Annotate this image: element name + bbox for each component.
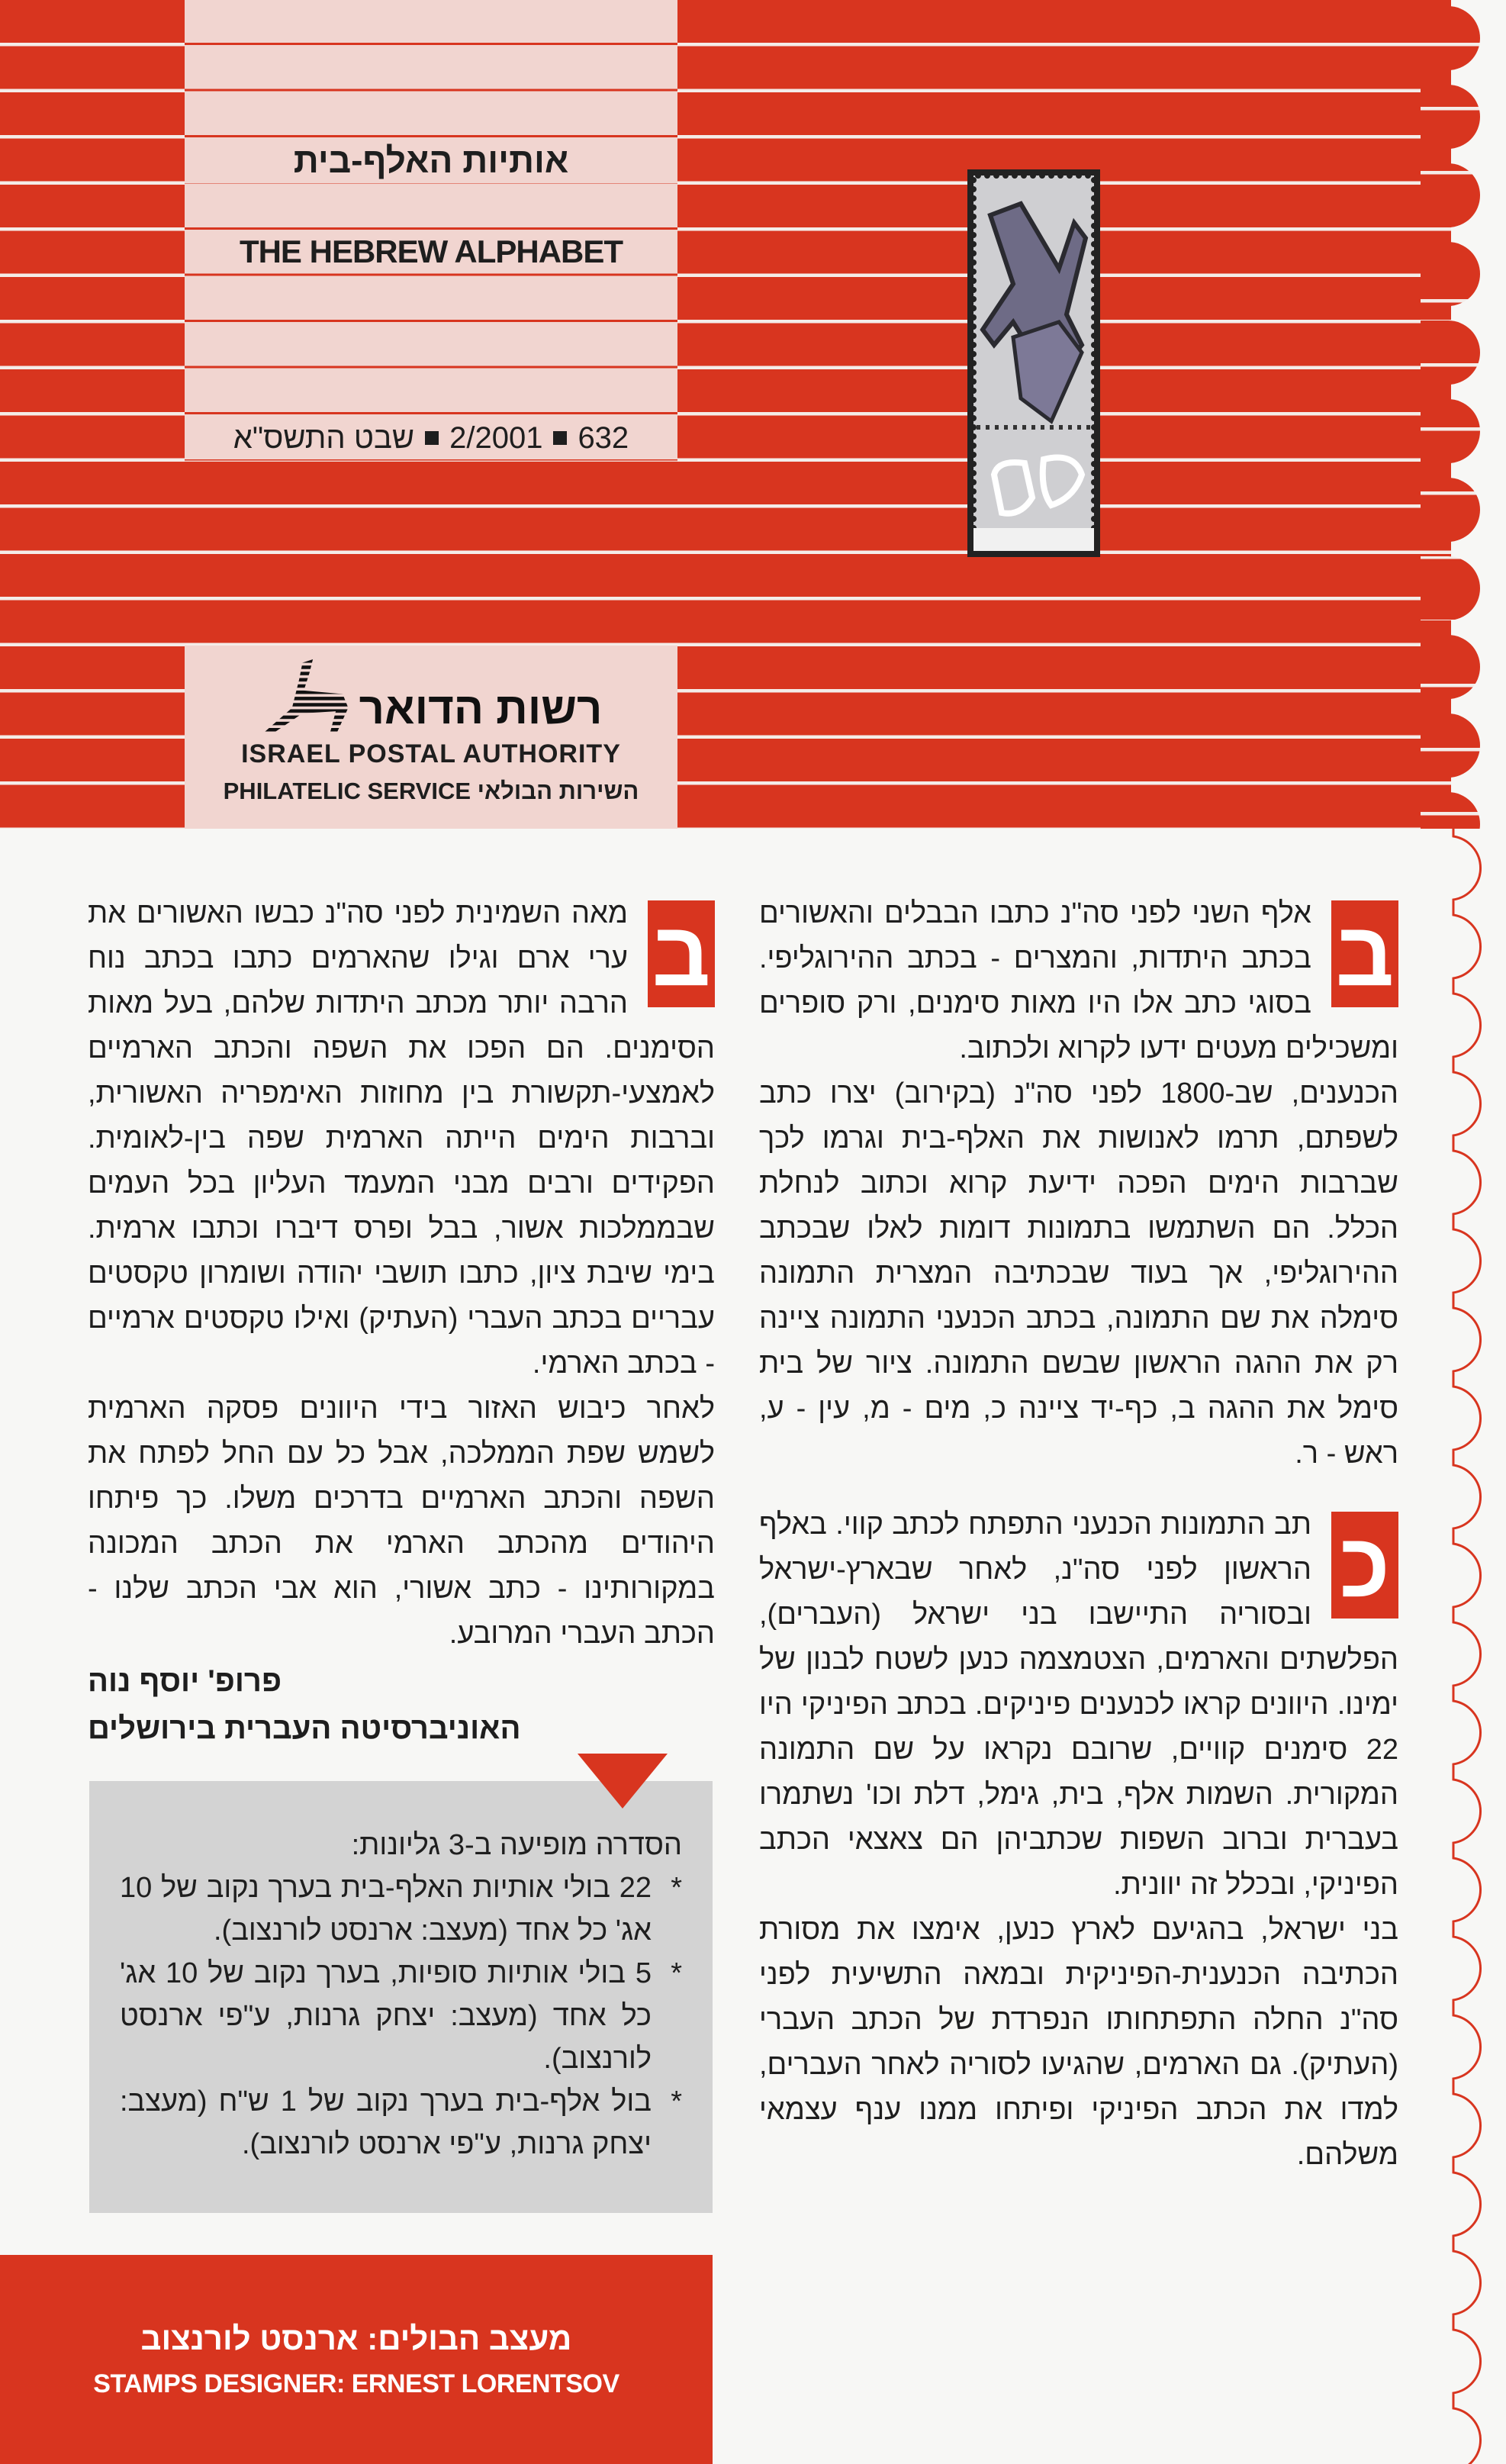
designer-english: STAMPS DESIGNER: ERNEST LORENTSOV: [93, 2369, 619, 2398]
info-item-text: 5 בולי אותיות סופיות, בערך נקוב של 10 אג' כל אחד (מעצב: יצחק גרנות, ע"פי ארנסט לורנצוב).: [120, 1957, 652, 2075]
series-info-box: [89, 1781, 713, 2213]
title-hebrew: אותיות האלף-בית: [185, 137, 677, 183]
info-item-text: בול אלף-בית בערך נקוב של 1 ש"ח (מעצב: יצחק גרנות, ע"פי ארנסט לורנצוב).: [120, 2086, 652, 2160]
info-item: [120, 1952, 682, 2080]
scalloped-edge-outline: [1442, 829, 1506, 2464]
issue-number: 632: [578, 421, 629, 455]
scallop-tab: [1421, 163, 1480, 227]
info-item: [120, 1867, 682, 1952]
asterisk-bullet: *: [671, 1872, 682, 1904]
paragraph: תב התמונות הכנעני התפתח לכתב קווי. באלף הראשון לפני סה"נ, לאחר שבארץ-ישראל ובסוריה התיישבו בני ישראל (העברים), הפלשתים והארמים, הצטמצמה כנען לשטח לבנון של ימינו. היוונים קראו לכנענים פיניקים. בכתב הפיניקי היו 22 סימנים קוויים, שרובם נקראו על שם התמונה המקורית. השמות אלף, בית, גימל, דלת וכו' נשתמרו בעברית וברוב השפות שכתביהן הם צאצאי הכתב הפיניקי, ובכלל זה יוונית.: [759, 1509, 1398, 1901]
title-panel: [185, 0, 677, 462]
service-name: [185, 777, 677, 806]
info-heading: הסדרה מופיעה ב-3 גליונות:: [351, 1829, 682, 1861]
scallop-tab: [1421, 556, 1480, 620]
asterisk-bullet: *: [671, 2086, 682, 2118]
scallop-tab: [1421, 399, 1480, 463]
right-column-text: [759, 891, 1398, 2178]
title-english: THE HEBREW ALPHABET: [185, 230, 677, 273]
service-hebrew: השירות הבולאי: [477, 778, 639, 804]
dropcap-bet: ב: [1331, 900, 1398, 1007]
cover-flap: [0, 0, 1506, 829]
paragraph: הכנענים, שב-1800 לפני סה"נ (בקירוב) יצרו כתב לשפתם, תרמו לאנושות את האלף-בית וגרמו לכך שברבות הימים הפכה ידיעת קרוא וכתוב לנחלת הכלל. הם השתמשו בתמונות דומות לאלו שבכתב ההירוגליפי, אך בעוד שבכתיבה המצרית התמונה סימלה את שם התמונה, בכתב הכנעני התמונה ציינה רק את ההגה הראשון שבשם התמונה. ציור של בית סימל את ההגה ב, כף-יד ציינה כ, מים - מ, עין - ע, ראש - ר.: [759, 1077, 1399, 1470]
triangle-marker-icon: [578, 1754, 668, 1809]
scallop-tab: [1421, 320, 1480, 385]
scallop-tab: [1421, 635, 1480, 699]
issue-date: 2/2001: [449, 421, 543, 455]
designer-footer: [0, 2255, 713, 2464]
author-affiliation: האוניברסיטה העברית בירושלים: [88, 1712, 521, 1745]
scallop-tab: [1421, 792, 1480, 829]
deer-icon: [260, 659, 352, 736]
logo-panel: [185, 646, 677, 829]
org-name-english: ISRAEL POSTAL AUTHORITY: [241, 739, 621, 768]
info-item: [120, 2080, 682, 2166]
paragraph: לאחר כיבוש האזור בידי היוונים פסקה הארמית לשמש שפת הממלכה, אבל כל עם החל לפתח את השפה והכתב הארמיים בדרכים משלו. כך פיתחו היהודים מהכתב הארמי את הכתב המכונה במקורותינו - כתב אשורי, הוא אבי הכתב שלנו - הכתב העברי המרובע.: [88, 1393, 715, 1650]
paragraph: בני ישראל, בהגיעם לארץ כנען, אימצו את מסורת הכתיבה הכנענית-הפיניקית ובמאה התשיעית לפני סה"נ החלה התפתחותו הנפרדת של הכתב העברי (העתיק). גם הארמים, שהגיעו לסוריה לאחר העברים, למדו את הכתב הפיניקי ופיתחו ממנו ענף עצמאי משלהם.: [759, 1914, 1398, 2171]
scallop-tab: [1421, 6, 1480, 70]
left-column-text: [88, 891, 715, 1657]
author-name: פרופ' יוסף נוה: [88, 1664, 282, 1698]
dropcap-kaf: כ: [1331, 1512, 1398, 1619]
square-bullet-icon: [553, 431, 567, 445]
service-english: PHILATELIC SERVICE: [223, 778, 471, 804]
issue-hebrew-date: שבט התשס"א: [233, 421, 415, 455]
scallop-tab: [1421, 242, 1480, 306]
square-bullet-icon: [425, 431, 439, 445]
designer-hebrew: מעצב הבולים: ארנסט לורנצוב: [140, 2321, 572, 2356]
postal-logo: [185, 659, 677, 736]
dropcap-bet: ב: [648, 900, 715, 1007]
paragraph: אלף השני לפני סה"נ כתבו הבבלים והאשורים בכתב היתדות, והמצרים - בכתב ההירוגליפי. בסוגי כתב אלו היו מאות סימנים, ורק סופרים ומשכילים מעטים ידעו לקרוא ולכתוב.: [759, 897, 1398, 1065]
issue-line: [185, 417, 677, 459]
info-item-text: 22 בולי אותיות האלף-בית בערך נקוב של 10 אג' כל אחד (מעצב: ארנסט לורנצוב).: [120, 1872, 652, 1947]
stamp-image: [967, 169, 1100, 557]
paragraph: מאה השמינית לפני סה"נ כבשו האשורים את ערי ארם וגילו שהארמים כתבו בכתב נוח הרבה יותר מכתב היתדות שלהם, בעל מאות הסימנים. הם הפכו את השפה והכתב הארמיים לאמצעי-תקשורת בין מחוזות האימפריה האשורית, וברבות הימים הייתה הארמית שפה בין-לאומית. הפקידים ורבים מבני המעמד העליון בכל העמים שבממלכות אשור, בבל ופרס דיברו וכתבו ארמית. בימי שיבת ציון, כתבו תושבי יהודה ושומרון טקסטים עבריים בכתב העברי (העתיק) ואילו טקסטים ארמיים - בכתב הארמי.: [88, 897, 715, 1380]
scallop-tab: [1421, 85, 1480, 149]
scallop-tab: [1421, 713, 1480, 778]
asterisk-bullet: *: [671, 1957, 682, 1989]
logo-hebrew-name: רשות הדואר: [359, 684, 603, 733]
scallop-tab: [1421, 478, 1480, 542]
